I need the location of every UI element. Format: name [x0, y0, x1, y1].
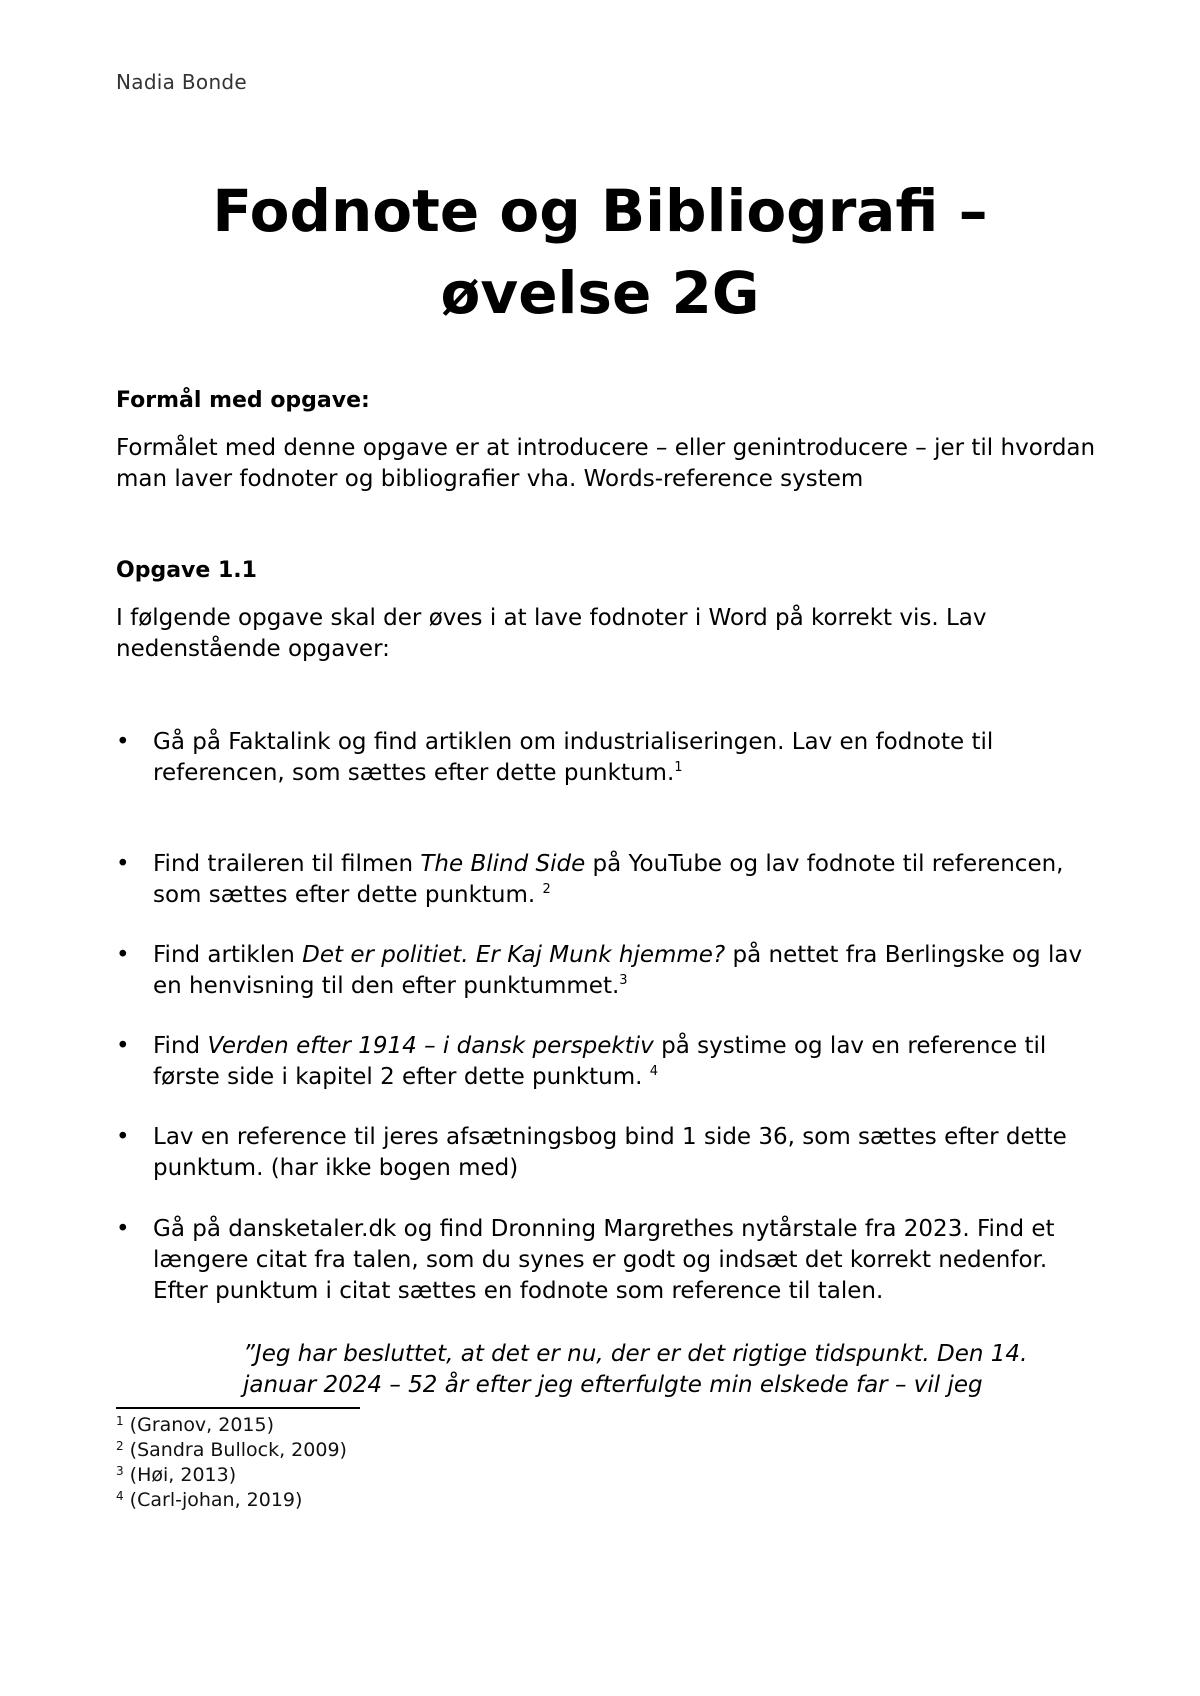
list-item-text: Gå på dansketaler.dk og find Dronning Margrethes nytårstale fra 2023. Find et længere citat fra talen, som du synes er godt og indsæt det korrekt nedenfor. Efter punktum i citat sættes en fodnote som reference til talen.: [153, 1216, 1055, 1304]
header-author: Nadia Bonde: [116, 70, 248, 94]
speech-quote: [243, 1339, 1103, 1401]
list-item: [116, 727, 1106, 789]
title-line-1: Fodnote og Bibliografi –: [212, 177, 988, 245]
bullet-icon: •: [116, 942, 130, 968]
list-item: [116, 1122, 1106, 1184]
task-heading: Opgave 1.1: [116, 558, 257, 583]
purpose-heading: Formål med opgave:: [116, 388, 370, 413]
purpose-text: Formålet med denne opgave er at introducere – eller genintroducere – jer til hvordan man laver fodnoter og bibliografier vha. Words-reference system: [116, 435, 1096, 492]
bullet-icon: •: [116, 1216, 130, 1242]
list-item-text: Gå på Faktalink og find artiklen om industrialiseringen. Lav en fodnote til referencen, som sættes efter dette punktum.$^1$: [153, 729, 994, 786]
list-item: [116, 940, 1106, 1002]
footnote: $^2$ (Sandra Bullock, 2009): [116, 1439, 347, 1461]
list-item: [116, 1214, 1106, 1307]
footnote-separator: [116, 1407, 360, 1409]
footnote-ref[interactable]: 1: [674, 760, 683, 775]
footnote: $^1$ (Granov, 2015): [116, 1414, 275, 1436]
footnote: $^4$ (Carl-johan, 2019): [116, 1489, 303, 1511]
task-intro: I følgende opgave skal der øves i at lave fodnoter i Word på korrekt vis. Lav nedenstående opgaver:: [116, 605, 987, 662]
bullet-icon: •: [116, 729, 130, 755]
bullet-icon: •: [116, 1124, 130, 1150]
document-title: [100, 170, 1100, 334]
bullet-icon: •: [116, 1033, 130, 1059]
list-item-text: Find traileren til filmen The Blind Side på YouTube og lav fodnote til referencen, som sættes efter dette punktum. $^2$: [153, 851, 1064, 908]
quote-line-1: ”Jeg har besluttet, at det er nu, der er det rigtige tidspunkt. Den 14.: [243, 1341, 1028, 1367]
footnote: $^3$ (Høi, 2013): [116, 1464, 237, 1486]
list-item: [116, 849, 1106, 911]
list-item-text: Find artiklen Det er politiet. Er Kaj Munk hjemme? på nettet fra Berlingske og lav en henvisning til den efter punktummet.$^3$: [153, 942, 1083, 999]
footnote-ref[interactable]: 4: [649, 1064, 659, 1079]
footnote-ref[interactable]: 3: [619, 973, 628, 988]
list-item-text: Lav en reference til jeres afsætningsbog bind 1 side 36, som sættes efter dette punktum. (har ikke bogen med): [153, 1124, 1067, 1181]
footnote-list: [116, 1413, 347, 1513]
footnote-ref[interactable]: 2: [542, 882, 551, 897]
title-line-2: øvelse 2G: [440, 259, 760, 327]
list-item-text: Find Verden efter 1914 – i dansk perspektiv på systime og lav en reference til første side i kapitel 2 efter dette punktum. $^4$: [153, 1033, 1047, 1090]
quote-line-2: januar 2024 – 52 år efter jeg efterfulgte min elskede far – vil jeg: [243, 1372, 983, 1398]
bullet-icon: •: [116, 851, 130, 877]
list-item: [116, 1031, 1106, 1093]
